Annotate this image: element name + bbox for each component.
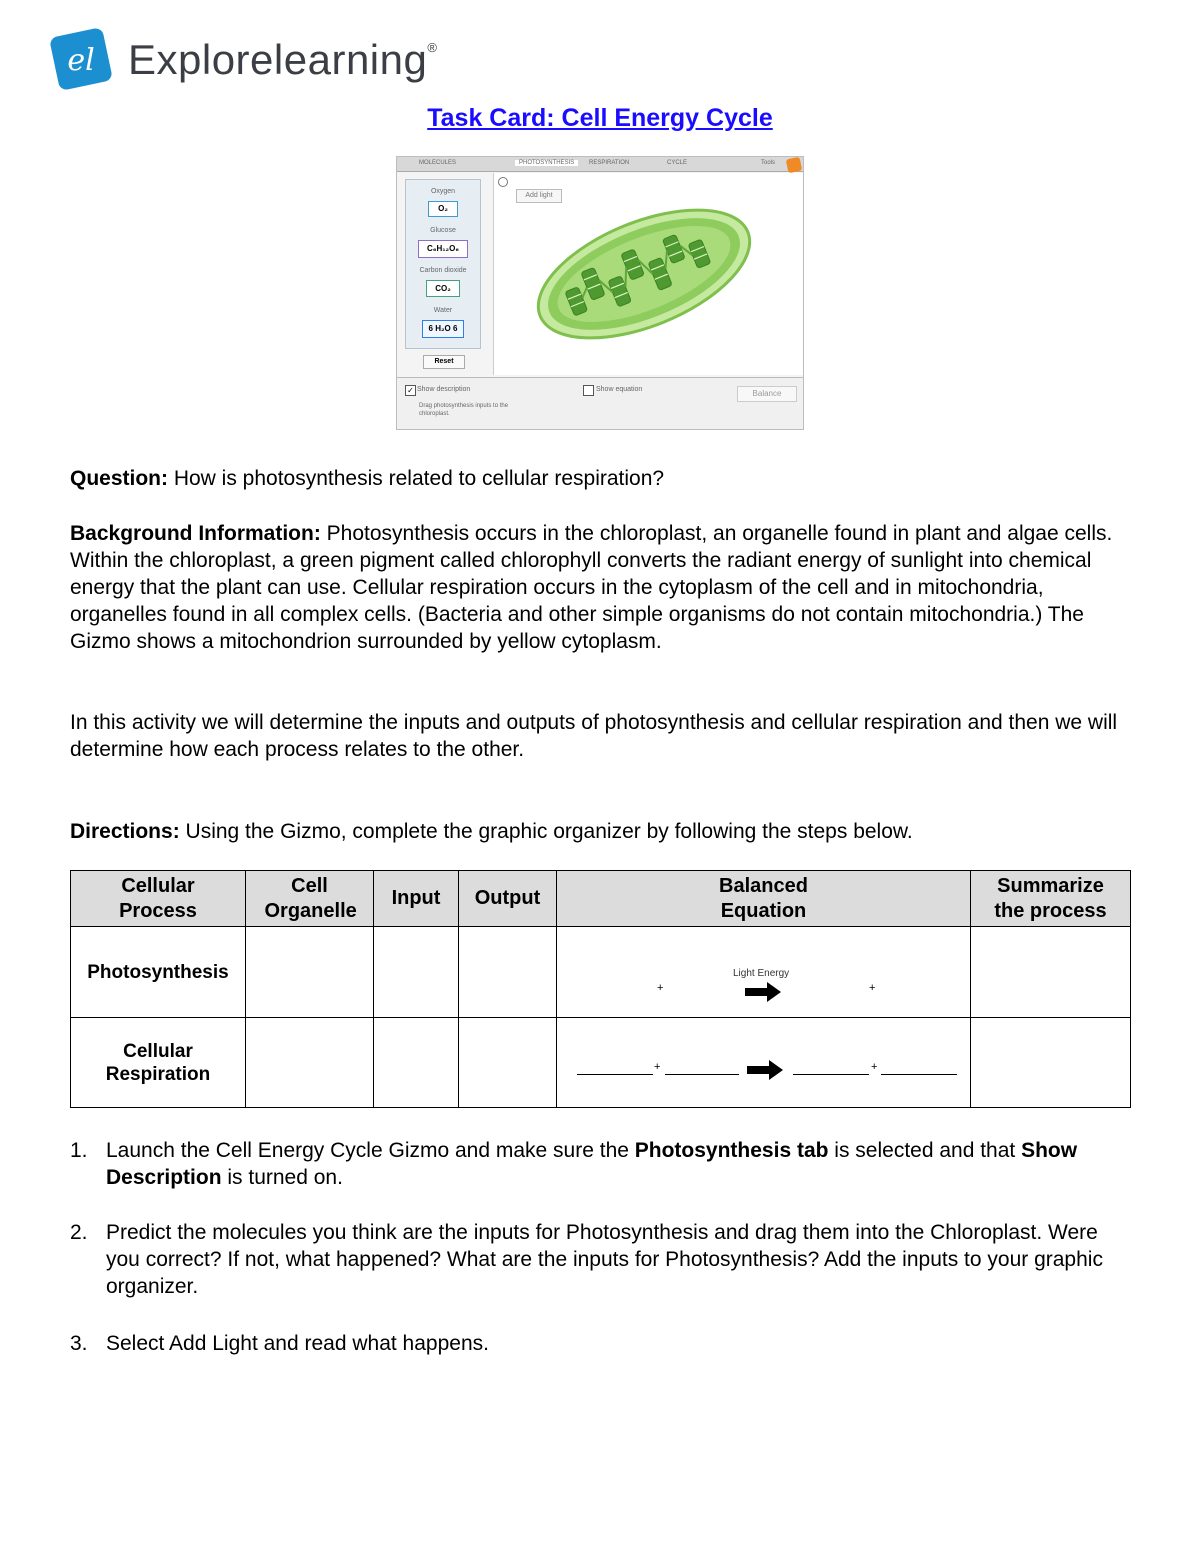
row-photosynthesis-label: Photosynthesis: [71, 927, 246, 1018]
gizmo-tab-molecules[interactable]: MOLECULES: [419, 160, 457, 166]
step-text: Predict the molecules you think are the inputs for Photosynthesis and drag them into the Chloroplast. Were you correct? If not, what happened? What are the inputs for Photosynthesis? Add the inputs to your graphic organizer.: [106, 1221, 1103, 1298]
show-equation-checkbox[interactable]: [583, 385, 594, 396]
question-text: How is photosynthesis related to cellular respiration?: [168, 467, 665, 490]
table-row: [71, 1018, 1131, 1108]
activity-paragraph: In this activity we will determine the inputs and outputs of photosynthesis and cellular respiration and then we will determine how each process relates to the other.: [70, 711, 1118, 761]
step-number: 2.: [70, 1221, 88, 1244]
gizmo-tools-icon[interactable]: [786, 157, 803, 174]
equation-plus: +: [871, 1060, 878, 1073]
explorelearning-logo-mark: [48, 26, 114, 92]
header-output: Output: [459, 871, 557, 927]
respiration-input-cell[interactable]: [374, 1018, 459, 1108]
question-paragraph: [70, 465, 1135, 492]
header-summarize: Summarize the process: [971, 871, 1131, 927]
explorelearning-logo-text: Explorelearning®: [128, 36, 438, 83]
photosynthesis-equation-cell[interactable]: [557, 927, 971, 1018]
reaction-arrow-icon: [745, 982, 781, 1002]
step-1: 1. Launch the Cell Energy Cycle Gizmo and make sure the Photosynthesis tab is selected and that Show Description is turned on.: [70, 1139, 1078, 1189]
gizmo-tab-photosynthesis[interactable]: PHOTOSYNTHESIS: [515, 160, 578, 166]
blank-line[interactable]: [577, 1074, 653, 1075]
directions-label: Directions:: [70, 820, 180, 843]
chloroplast-illustration[interactable]: [524, 199, 764, 349]
gizmo-tools-button[interactable]: Tools: [761, 160, 776, 166]
respiration-equation-cell[interactable]: [557, 1018, 971, 1108]
molecule-carbon-dioxide[interactable]: CO₂: [426, 280, 460, 297]
gizmo-reset-button[interactable]: Reset: [423, 355, 465, 369]
respiration-organelle-cell[interactable]: [246, 1018, 374, 1108]
background-label: Background Information:: [70, 522, 321, 545]
directions-text: Using the Gizmo, complete the graphic organizer by following the steps below.: [179, 820, 913, 843]
equation-plus: +: [869, 981, 876, 994]
header-cellular-process: Cellular Process: [71, 871, 246, 927]
question-label: Question:: [70, 467, 168, 490]
step-number: 3.: [70, 1332, 88, 1355]
step-3: [70, 1330, 1135, 1357]
gizmo-bottom-bar: [397, 377, 803, 430]
background-text: Photosynthesis occurs in the chloroplast, an organelle found in plant and algae cells. Within the chloroplast, a green pigment called chlorophyll converts the radiant energy of sunlight into chemical energy that the plant can use. Cellular respiration occurs in the cytoplasm of the cell and in mitochondria, organelles found in all complex cells. (Bacteria and other simple organisms do not contain mitochondria.) The Gizmo shows a mitochondrion surrounded by yellow cytoplasm.: [70, 522, 1113, 653]
blank-line[interactable]: [665, 1074, 739, 1075]
equation-plus: +: [657, 981, 664, 994]
molecule-name-carbon-dioxide: Carbon dioxide: [419, 267, 467, 274]
header-input: Input: [374, 871, 459, 927]
step-number: 1.: [70, 1139, 88, 1162]
gizmo-description-text: Drag photosynthesis inputs to the chloroplast.: [419, 403, 509, 417]
background-paragraph: [70, 520, 1135, 655]
reaction-arrow-icon: [747, 1060, 783, 1080]
header-cell-organelle: Cell Organelle: [246, 871, 374, 927]
blank-line[interactable]: [881, 1074, 957, 1075]
equation-plus: +: [654, 1060, 661, 1073]
svg-text:el: el: [67, 43, 95, 78]
graphic-organizer-table: [70, 870, 1131, 1108]
photosynthesis-output-cell[interactable]: [459, 927, 557, 1018]
gizmo-molecule-panel: [405, 179, 481, 349]
gizmo-balance-button[interactable]: Balance: [737, 386, 797, 402]
gizmo-screenshot: [396, 156, 804, 430]
gizmo-tab-cycle[interactable]: CYCLE: [667, 160, 688, 166]
show-description-checkbox[interactable]: ✓: [405, 385, 416, 396]
gizmo-tab-bar: [397, 157, 803, 172]
respiration-output-cell[interactable]: [459, 1018, 557, 1108]
photosynthesis-input-cell[interactable]: [374, 927, 459, 1018]
row-cellular-respiration-label: Cellular Respiration: [71, 1018, 246, 1108]
step-text: Select Add Light and read what happens.: [106, 1332, 489, 1355]
show-equation-label: Show equation: [596, 386, 643, 393]
molecule-name-glucose: Glucose: [430, 227, 456, 234]
gizmo-tab-respiration[interactable]: RESPIRATION: [589, 160, 630, 166]
molecule-water[interactable]: 6 H₂O 6: [422, 320, 464, 338]
molecule-oxygen[interactable]: O₂: [428, 201, 458, 217]
table-row: [71, 927, 1131, 1018]
page-title[interactable]: Task Card: Cell Energy Cycle: [427, 104, 773, 132]
header-balanced-equation: Balanced Equation: [557, 871, 971, 927]
molecule-name-water: Water: [433, 307, 453, 314]
photosynthesis-summary-cell[interactable]: [971, 927, 1131, 1018]
show-description-label: Show description: [417, 386, 471, 393]
photosynthesis-organelle-cell[interactable]: [246, 927, 374, 1018]
step-2: [70, 1219, 1135, 1300]
respiration-summary-cell[interactable]: [971, 1018, 1131, 1108]
gizmo-canvas: [493, 173, 804, 375]
blank-line[interactable]: [793, 1074, 869, 1075]
gizmo-add-light-button[interactable]: Add light: [516, 189, 562, 203]
directions-paragraph: [70, 818, 1135, 845]
table-header-row: [71, 871, 1131, 927]
light-energy-label: Light Energy: [733, 967, 790, 979]
molecule-name-oxygen: Oxygen: [430, 188, 456, 195]
light-bulb-icon: [498, 177, 508, 187]
molecule-glucose[interactable]: C₆H₁₂O₆: [418, 240, 468, 258]
